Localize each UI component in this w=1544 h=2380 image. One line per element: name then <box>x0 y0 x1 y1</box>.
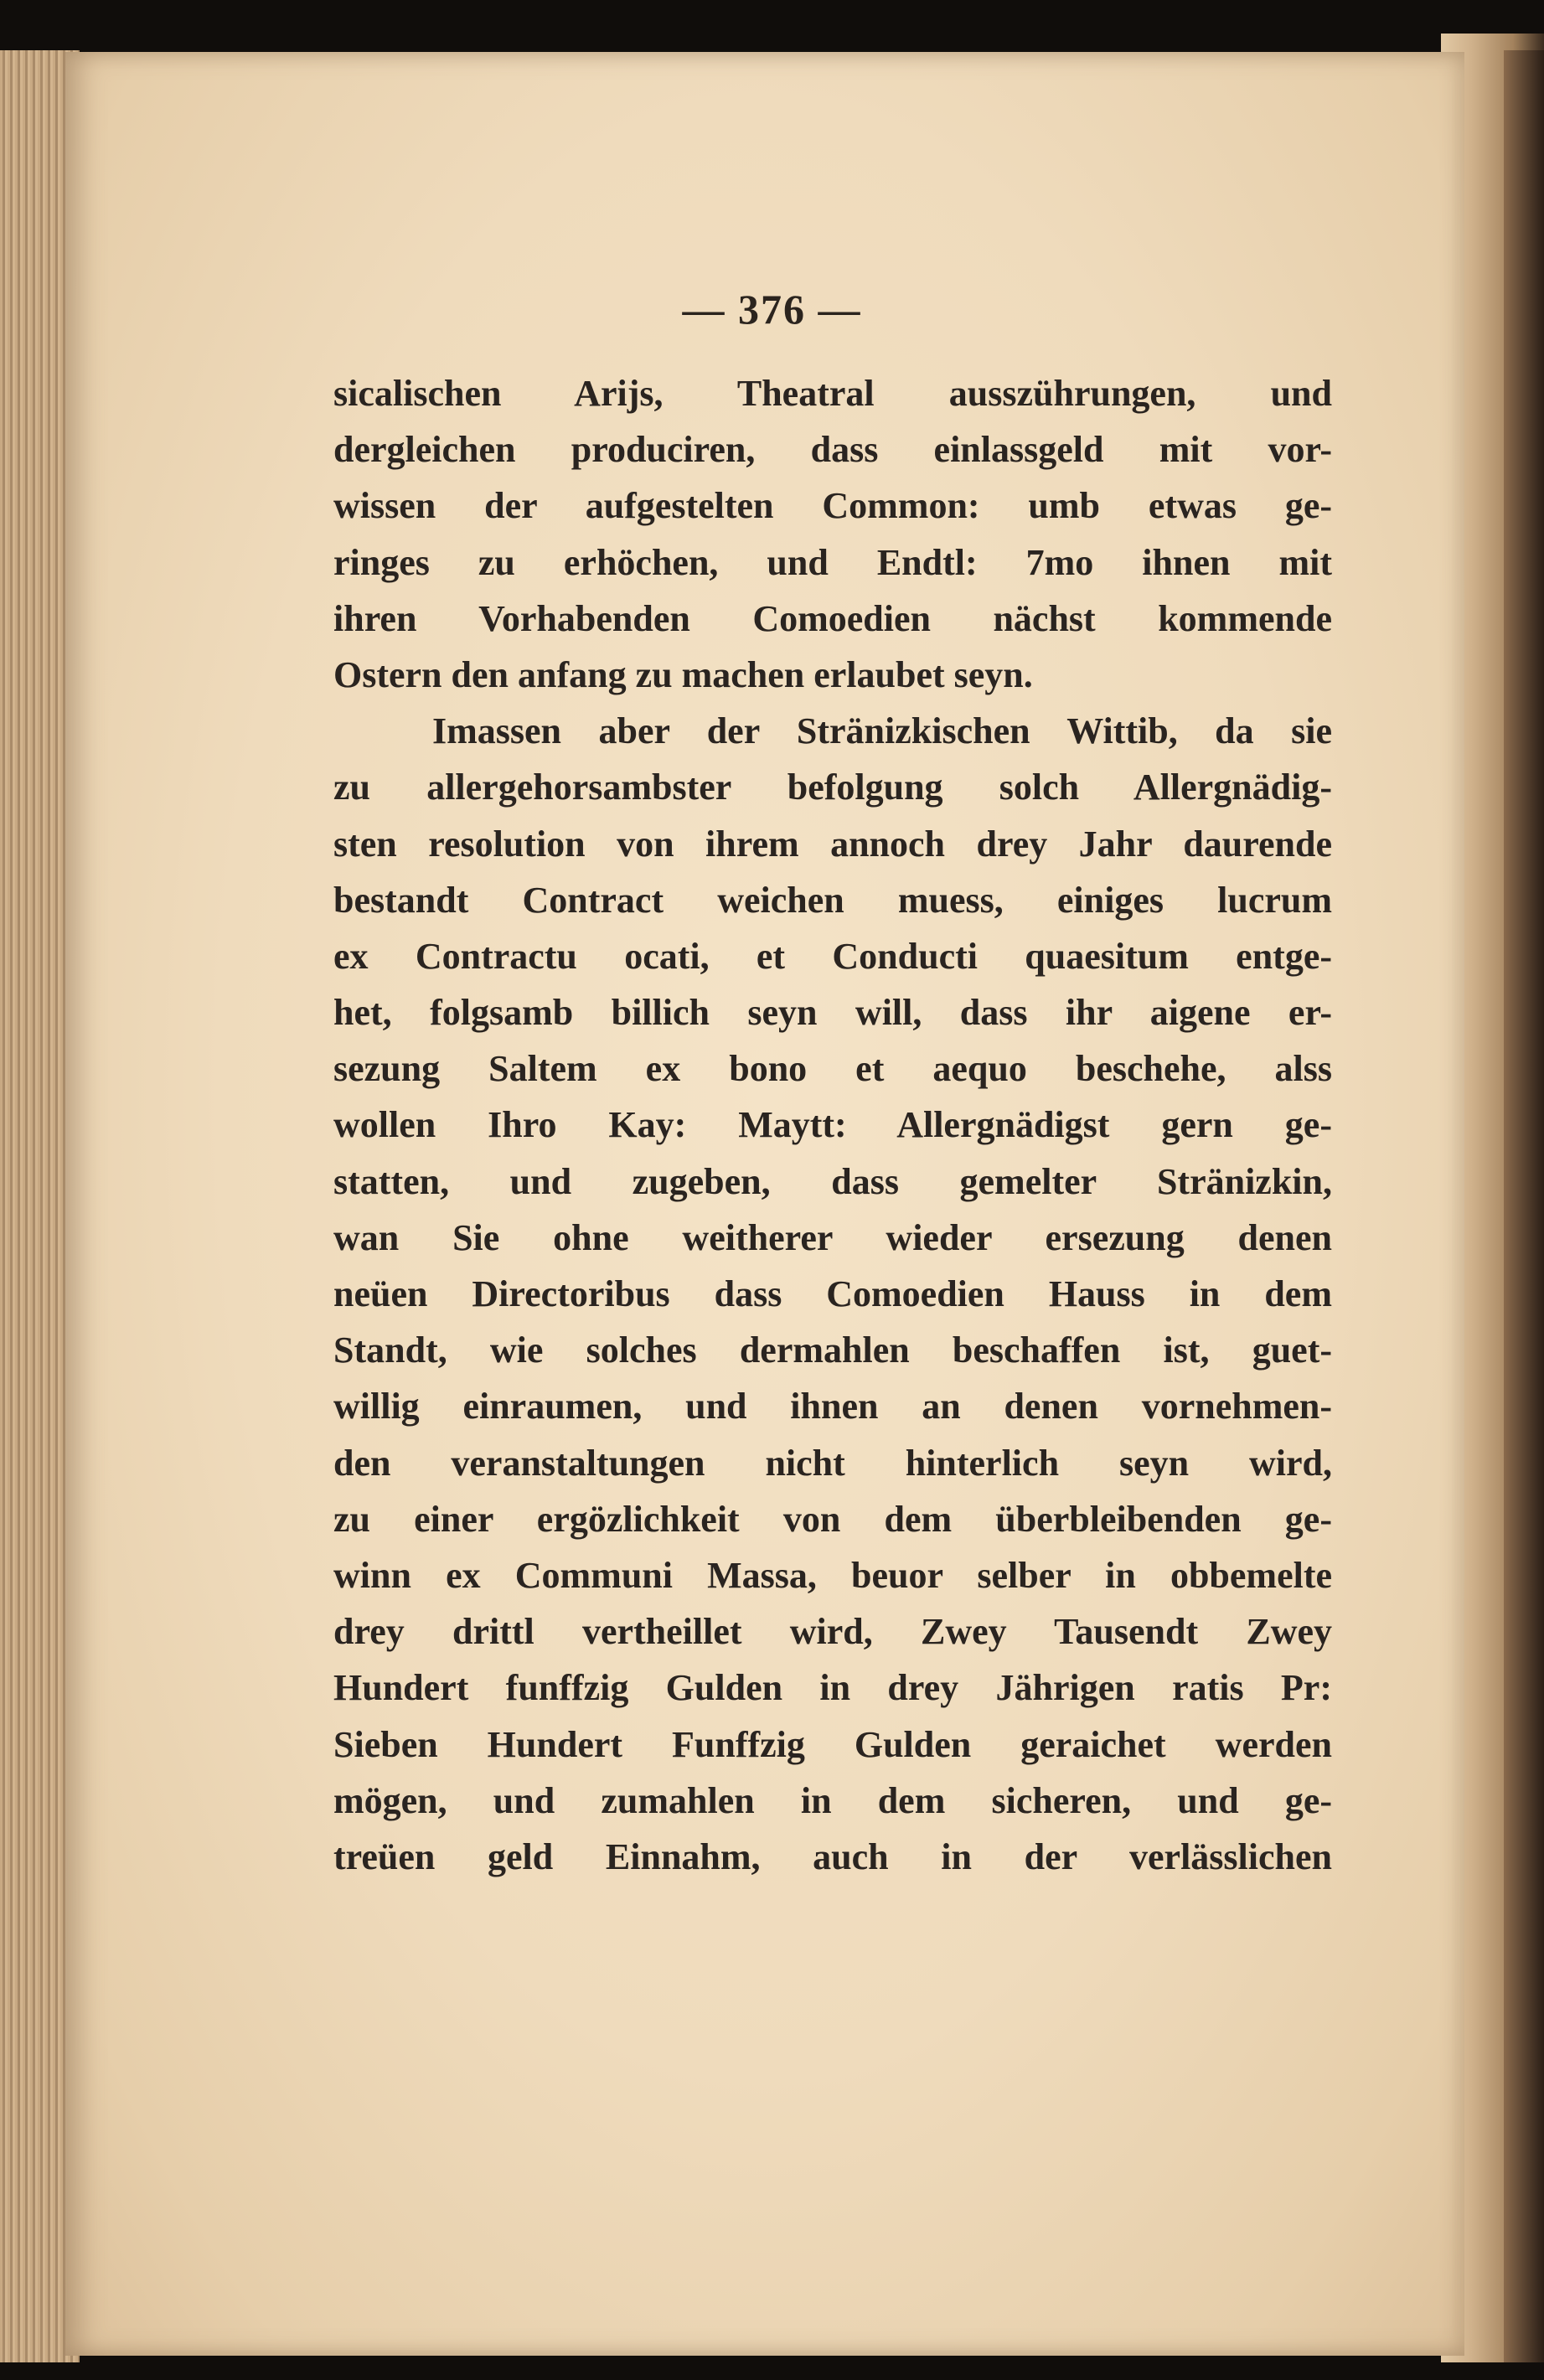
text-line: zu einer ergözlichkeit von dem überbleibenden ge- <box>333 1498 1332 1540</box>
text-line: wissen der aufgestelten Common: umb etwas ge- <box>333 485 1332 527</box>
body-text <box>333 365 1332 1885</box>
text-line: ex Contractu ocati, et Conducti quaesitum entge- <box>333 935 1332 977</box>
text-line: bestandt Contract weichen muess, einiges lucrum <box>333 879 1332 921</box>
text-line: Ostern den anfang zu machen erlaubet seyn. <box>333 653 1033 695</box>
text-line: statten, und zugeben, dass gemelter Stränizkin, <box>333 1160 1332 1202</box>
text-line: willig einraumen, und ihnen an denen vornehmen- <box>333 1386 1332 1427</box>
text-line: sten resolution von ihrem annoch drey Jahr daurende <box>333 823 1332 865</box>
text-line: neüen Directoribus dass Comoedien Hauss in dem <box>333 1273 1332 1314</box>
text-line: Standt, wie solches dermahlen beschaffen ist, guet- <box>333 1329 1332 1371</box>
text-line: Hundert funffzig Gulden in drey Jährigen ratis Pr: <box>333 1667 1332 1709</box>
text-line: drey drittl vertheillet wird, Zwey Tausendt Zwey <box>333 1611 1332 1653</box>
text-line: ihren Vorhabenden Comoedien nächst kommende <box>333 597 1332 639</box>
text-line: wan Sie ohne weitherer wieder ersezung denen <box>333 1216 1332 1258</box>
text-line: zu allergehorsambster befolgung solch Allergnädig- <box>333 767 1332 808</box>
text-line: Imassen aber der Stränizkischen Wittib, da sie <box>432 710 1332 752</box>
page-number: — 376 — <box>682 286 862 333</box>
text-line: sicalischen Arijs, Theatral ausszührungen, und <box>333 373 1332 414</box>
book-cover-edge <box>1504 50 1544 2362</box>
text-line: sezung Saltem ex bono et aequo beschehe, alss <box>333 1048 1332 1090</box>
text-line: Sieben Hundert Funffzig Gulden geraichet werden <box>333 1723 1332 1765</box>
text-line: ringes zu erhöchen, und Endtl: 7mo ihnen mit <box>333 541 1332 583</box>
text-line: mögen, und zumahlen in dem sicheren, und ge- <box>333 1779 1332 1821</box>
text-line: den veranstaltungen nicht hinterlich seyn wird, <box>333 1442 1332 1484</box>
text-line: winn ex Communi Massa, beuor selber in obbemelte <box>333 1554 1332 1596</box>
text-line: dergleichen produciren, dass einlassgeld mit vor- <box>333 429 1332 471</box>
text-line: treüen geld Einnahm, auch in der verlässlichen <box>333 1835 1332 1877</box>
text-line: wollen Ihro Kay: Maytt: Allergnädigst gern ge- <box>333 1104 1332 1146</box>
text-line: het, folgsamb billich seyn will, dass ihr aigene er- <box>333 992 1332 1034</box>
